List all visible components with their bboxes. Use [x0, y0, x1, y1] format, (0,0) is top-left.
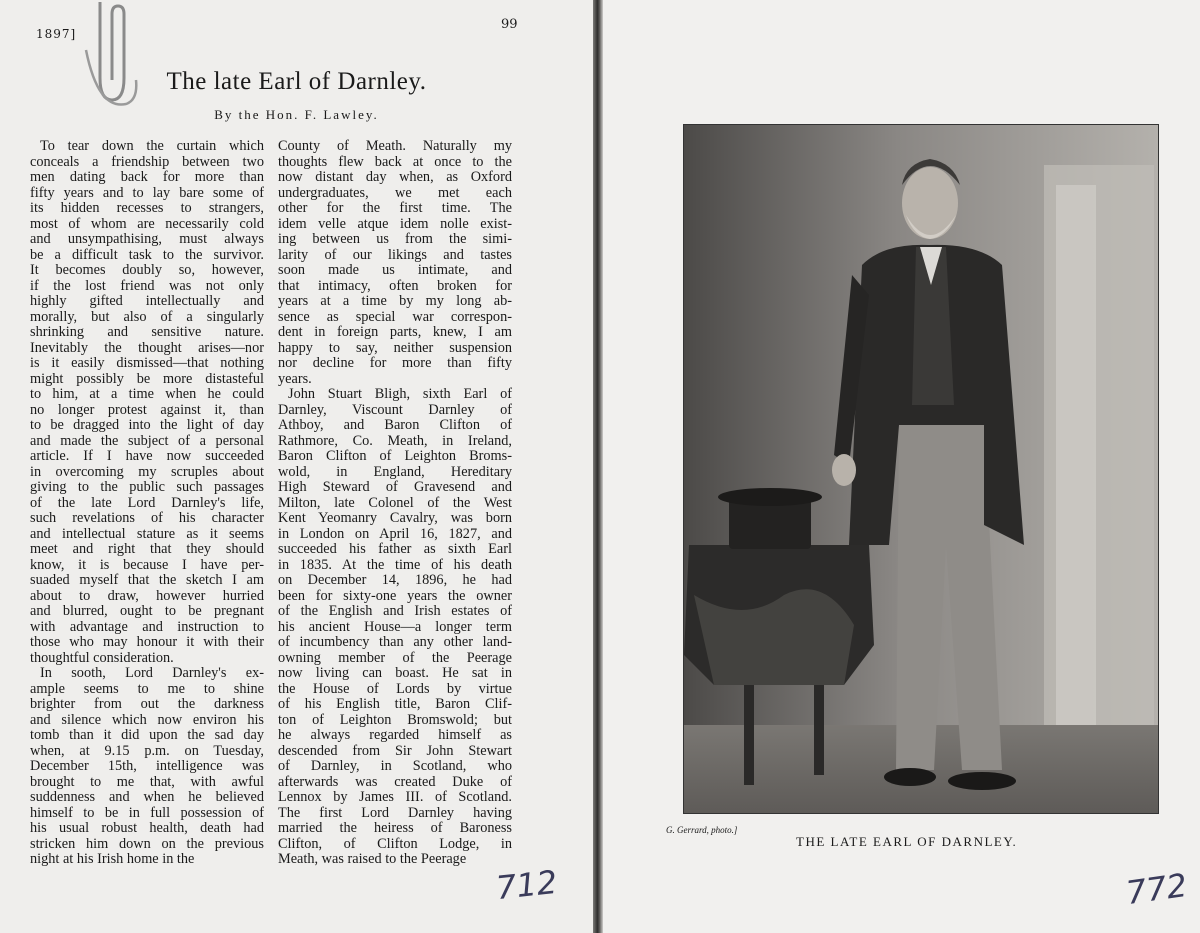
text-line: he always regarded himself as	[278, 727, 512, 743]
text-line: of the English and Irish estates of	[278, 603, 512, 619]
text-line: Kent Yeomanry Cavalry, was born	[278, 510, 512, 526]
text-line: suddenness and when he believed	[30, 789, 264, 805]
text-line: thoughtful consideration.	[30, 649, 174, 666]
text-line: Meath, was raised to the Peerage	[278, 851, 467, 867]
text-line: on December 14, 1896, he had	[278, 572, 512, 588]
text-line: meet and right that they should	[30, 541, 264, 557]
text-line: now living can boast. He sat in	[278, 665, 512, 681]
text-line: with advantage and instruction to	[30, 618, 264, 635]
text-line: of the late Lord Darnley's life,	[30, 494, 264, 511]
text-line: those who may honour it with their	[30, 634, 264, 650]
text-line: afterwards was created Duke of	[278, 773, 512, 790]
text-line: his ancient House—a longer term	[278, 618, 512, 635]
text-line: such revelations of his character	[30, 510, 264, 526]
text-line: tomb than it did upon the sad day	[30, 727, 264, 743]
text-line: be a difficult task to the survivor.	[30, 246, 264, 263]
text-line: undergraduates, we met each	[278, 184, 512, 201]
text-column-1	[30, 139, 264, 879]
article-title: The late Earl of Darnley.	[166, 68, 427, 95]
text-line: Baron Clifton of Leighton Broms-	[278, 448, 512, 464]
text-line: ton of Leighton Bromswold; but	[278, 711, 512, 728]
text-line: nor decline for more than fifty	[278, 355, 512, 371]
text-line: morally, but also of a singularly	[30, 308, 264, 325]
text-line: no longer protest against it, than	[30, 401, 264, 418]
text-line: Clifton, of Clifton Lodge, in	[278, 835, 512, 852]
text-line: know, it is because I have per-	[30, 556, 264, 573]
text-line: and blurred, ought to be pregnant	[30, 603, 264, 619]
text-line: is it easily dismissed—that nothing	[30, 355, 264, 371]
text-line: dent in foreign parts, knew, I am	[278, 324, 512, 340]
text-line: owning member of the Peerage	[278, 649, 512, 666]
text-line: years at a time by my long ab-	[278, 293, 512, 309]
text-line: Darnley, Viscount Darnley of	[278, 401, 512, 418]
text-line: article. If I have now succeeded	[30, 448, 264, 464]
text-column-2	[278, 139, 512, 879]
text-line: happy to say, neither suspension	[278, 339, 512, 356]
text-line: Athboy, and Baron Clifton of	[278, 417, 512, 433]
paperclip-icon	[78, 0, 138, 110]
text-line: Milton, late Colonel of the West	[278, 494, 512, 511]
text-line: Inevitably the thought arises—nor	[30, 339, 264, 356]
text-line: To tear down the curtain which	[40, 139, 264, 154]
text-line: highly gifted intellectually and	[30, 293, 264, 309]
text-line: himself to be in full possession of	[30, 804, 264, 821]
text-line: County of Meath. Naturally my	[278, 139, 512, 154]
page-number: 99	[501, 17, 518, 32]
text-line: might possibly be more distasteful	[30, 370, 264, 387]
text-line: The first Lord Darnley having	[278, 804, 512, 821]
text-line: brighter from out the darkness	[30, 696, 264, 712]
text-line: of Darnley, in Scotland, who	[278, 758, 512, 774]
text-line: his usual robust health, death had	[30, 820, 264, 836]
text-line: descended from Sir John Stewart	[278, 742, 512, 759]
text-line: of his English title, Baron Clif-	[278, 696, 512, 712]
text-line: other for the first time. The	[278, 200, 512, 216]
text-line: and intellectual stature as it seems	[30, 525, 264, 542]
text-line: men dating back for more than	[30, 169, 264, 185]
text-line: giving to the public such passages	[30, 479, 264, 495]
text-line: stricken him down on the previous	[30, 835, 264, 852]
text-line: to be dragged into the light of day	[30, 417, 264, 433]
text-line: that intimacy, often broken for	[278, 277, 512, 294]
handwritten-number: 772	[1123, 865, 1190, 913]
left-page	[0, 0, 593, 933]
text-line: married the heiress of Baroness	[278, 820, 512, 836]
text-line: in 1835. At the time of his death	[278, 556, 512, 573]
photo-caption: THE LATE EARL OF DARNLEY.	[796, 834, 1018, 849]
text-line: conceals a friendship between two	[30, 153, 264, 170]
text-line: when, at 9.15 p.m. on Tuesday,	[30, 742, 264, 759]
text-line: in London on April 16, 1827, and	[278, 525, 512, 542]
text-line: thoughts flew back at once to the	[278, 153, 512, 170]
text-line: brought to me that, with awful	[30, 773, 264, 790]
text-line: in overcoming my scruples about	[30, 463, 264, 480]
text-line: its hidden recesses to strangers,	[30, 200, 264, 216]
portrait-image	[684, 125, 1158, 813]
portrait-photograph	[683, 124, 1159, 814]
text-line: years.	[278, 370, 312, 387]
text-line: John Stuart Bligh, sixth Earl of	[288, 386, 512, 402]
text-line: December 15th, intelligence was	[30, 758, 264, 774]
text-line: shrinking and sensitive nature.	[30, 324, 264, 340]
text-line: about to draw, however hurried	[30, 587, 264, 604]
text-line: ing between us from the simi-	[278, 231, 512, 247]
handwritten-number: 712	[494, 862, 559, 908]
photo-credit: G. Gerrard, photo.]	[666, 825, 738, 835]
text-line: of incumbency than any other land-	[278, 634, 512, 650]
text-line: and made the subject of a personal	[30, 432, 264, 449]
book-gutter	[593, 0, 603, 933]
text-line: soon made us intimate, and	[278, 262, 512, 278]
article-byline: By the Hon. F. Lawley.	[214, 107, 379, 122]
text-line: sence as special war correspon-	[278, 308, 512, 325]
running-header-year: 1897]	[36, 27, 77, 41]
text-line: Lennox by James III. of Scotland.	[278, 789, 512, 805]
text-line: most of whom are necessarily cold	[30, 215, 264, 232]
text-line: It becomes doubly so, however,	[30, 262, 264, 278]
text-line: suaded myself that the sketch I am	[30, 572, 264, 588]
text-line: and unsympathising, must always	[30, 231, 264, 247]
text-line: night at his Irish home in the	[30, 851, 195, 867]
text-line: idem velle atque idem nolle exist-	[278, 215, 512, 232]
text-line: the House of Lords by virtue	[278, 680, 512, 697]
text-line: now distant day when, as Oxford	[278, 169, 512, 185]
text-line: larity of our likings and tastes	[278, 246, 512, 263]
text-line: wold, in England, Hereditary	[278, 463, 512, 480]
text-line: been for sixty-one years the owner	[278, 587, 512, 604]
text-line: ample seems to me to shine	[30, 680, 264, 697]
text-line: if the lost friend was not only	[30, 277, 264, 294]
text-line: Rathmore, Co. Meath, in Ireland,	[278, 432, 512, 449]
text-line: to him, at a time when he could	[30, 386, 264, 402]
text-line: and silence which now environ his	[30, 711, 264, 728]
text-line: fifty years and to lay bare some of	[30, 184, 264, 201]
text-line: High Steward of Gravesend and	[278, 479, 512, 495]
text-line: succeeded his father as sixth Earl	[278, 541, 512, 557]
text-line: In sooth, Lord Darnley's ex-	[40, 665, 264, 681]
